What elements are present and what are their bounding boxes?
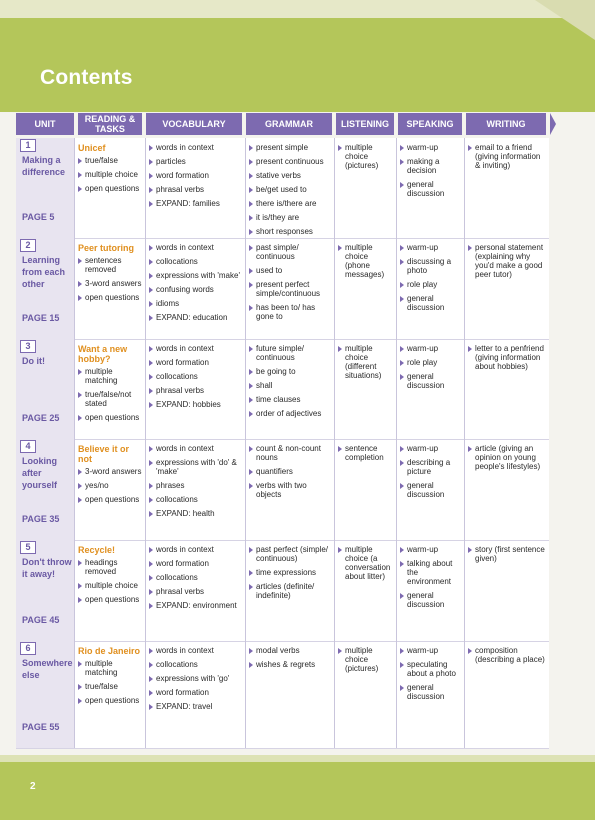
list-item: short responses: [249, 227, 331, 236]
unit-page-link[interactable]: PAGE 25: [22, 413, 60, 423]
list-item: open questions: [78, 293, 142, 302]
list-item: general discussion: [400, 180, 461, 198]
unit-cell: [16, 238, 74, 339]
listening-cell: [334, 238, 396, 339]
reading-title: Recycle!: [78, 545, 116, 555]
list-item: words in context: [149, 344, 242, 353]
unit-title: Looking after yourself: [22, 456, 58, 490]
list-item: used to: [249, 266, 331, 275]
list-item: open questions: [78, 595, 142, 604]
list-item: multiple choice (a conversation about litter): [338, 545, 393, 581]
vocabulary-cell: [145, 238, 245, 339]
writing-cell: [464, 339, 549, 439]
list-item: be/get used to: [249, 185, 331, 194]
unit-cell: [16, 339, 74, 439]
list-item: past perfect (simple/ continuous): [249, 545, 331, 563]
list-item: present simple: [249, 143, 331, 152]
list-item: EXPAND: travel: [149, 702, 242, 711]
list-item: warm-up: [400, 646, 461, 655]
unit-number: 3: [20, 340, 36, 353]
list-item: EXPAND: families: [149, 199, 242, 208]
header-writing: WRITING: [466, 113, 550, 135]
footer-stripe: [0, 755, 595, 762]
list-item: word formation: [149, 171, 242, 180]
list-item: warm-up: [400, 545, 461, 554]
speaking-cell: [396, 540, 464, 641]
list-item: count & non-count nouns: [249, 444, 331, 462]
unit-title: Do it!: [22, 356, 45, 366]
speaking-cell: [396, 138, 464, 238]
list-item: phrasal verbs: [149, 185, 242, 194]
vocabulary-cell: [145, 138, 245, 238]
unit-number: 4: [20, 440, 36, 453]
list-item: words in context: [149, 444, 242, 453]
list-item: true/false/not stated: [78, 390, 142, 408]
reading-cell: [74, 138, 145, 238]
list-item: future simple/ continuous: [249, 344, 331, 362]
list-item: sentences removed: [78, 256, 142, 274]
grammar-cell: [245, 339, 334, 439]
unit-page-link[interactable]: PAGE 45: [22, 615, 60, 625]
list-item: general discussion: [400, 481, 461, 499]
list-item: verbs with two objects: [249, 481, 331, 499]
header-unit: UNIT: [16, 113, 78, 135]
table-row: [16, 641, 549, 749]
list-item: collocations: [149, 495, 242, 504]
list-item: general discussion: [400, 683, 461, 701]
list-item: phrases: [149, 481, 242, 490]
speaking-cell: [396, 439, 464, 540]
list-item: expressions with 'go': [149, 674, 242, 683]
list-item: warm-up: [400, 243, 461, 252]
header-corner-decoration: [535, 0, 595, 40]
list-item: composition (describing a place): [468, 646, 546, 664]
table-row: [16, 439, 549, 541]
unit-page-link[interactable]: PAGE 15: [22, 313, 60, 323]
vocabulary-cell: [145, 339, 245, 439]
list-item: discussing a photo: [400, 257, 461, 275]
unit-number: 6: [20, 642, 36, 655]
unit-page-link[interactable]: PAGE 5: [22, 212, 55, 222]
list-item: yes/no: [78, 481, 142, 490]
grammar-cell: [245, 439, 334, 540]
unit-number: 1: [20, 139, 36, 152]
list-item: EXPAND: environment: [149, 601, 242, 610]
list-item: present perfect simple/continuous: [249, 280, 331, 298]
writing-cell: [464, 641, 549, 748]
reading-cell: [74, 238, 145, 339]
writing-cell: [464, 138, 549, 238]
vocabulary-cell: [145, 439, 245, 540]
list-item: quantifiers: [249, 467, 331, 476]
list-item: describing a picture: [400, 458, 461, 476]
reading-title: Peer tutoring: [78, 243, 135, 253]
reading-title: Want a new hobby?: [78, 344, 128, 364]
unit-cell: [16, 138, 74, 238]
unit-cell: [16, 540, 74, 641]
unit-number: 5: [20, 541, 36, 554]
list-item: talking about the environment: [400, 559, 461, 586]
list-item: open questions: [78, 495, 142, 504]
list-item: word formation: [149, 559, 242, 568]
header-vocabulary: VOCABULARY: [146, 113, 246, 135]
writing-cell: [464, 439, 549, 540]
list-item: true/false: [78, 156, 142, 165]
list-item: words in context: [149, 545, 242, 554]
listening-cell: [334, 439, 396, 540]
list-item: past simple/ continuous: [249, 243, 331, 261]
list-item: letter to a penfriend (giving information about hobbies): [468, 344, 546, 371]
list-item: 3-word answers: [78, 279, 142, 288]
list-item: warm-up: [400, 344, 461, 353]
list-item: there is/there are: [249, 199, 331, 208]
reading-title: Believe it or not: [78, 444, 130, 464]
list-item: EXPAND: hobbies: [149, 400, 242, 409]
grammar-cell: [245, 238, 334, 339]
list-item: multiple choice (pictures): [338, 143, 393, 170]
list-item: words in context: [149, 143, 242, 152]
grammar-cell: [245, 540, 334, 641]
list-item: time expressions: [249, 568, 331, 577]
list-item: multiple matching: [78, 659, 142, 677]
list-item: open questions: [78, 184, 142, 193]
contents-table: [16, 138, 549, 748]
list-item: it is/they are: [249, 213, 331, 222]
page-number: 2: [30, 781, 36, 792]
list-item: words in context: [149, 243, 242, 252]
unit-title: Making a difference: [22, 155, 66, 177]
list-item: multiple choice (pictures): [338, 646, 393, 673]
list-item: word formation: [149, 358, 242, 367]
page-title: Contents: [40, 66, 133, 89]
listening-cell: [334, 138, 396, 238]
header-stripe: [0, 0, 595, 18]
list-item: collocations: [149, 257, 242, 266]
header-speaking: SPEAKING: [398, 113, 466, 135]
unit-cell: [16, 439, 74, 540]
unit-number: 2: [20, 239, 36, 252]
list-item: phrasal verbs: [149, 587, 242, 596]
list-item: shall: [249, 381, 331, 390]
list-item: general discussion: [400, 372, 461, 390]
grammar-cell: [245, 641, 334, 748]
list-item: multiple choice: [78, 581, 142, 590]
listening-cell: [334, 540, 396, 641]
list-item: order of adjectives: [249, 409, 331, 418]
list-item: multiple choice: [78, 170, 142, 179]
vocabulary-cell: [145, 641, 245, 748]
list-item: word formation: [149, 688, 242, 697]
unit-page-link[interactable]: PAGE 55: [22, 722, 60, 732]
list-item: general discussion: [400, 294, 461, 312]
unit-page-link[interactable]: PAGE 35: [22, 514, 60, 524]
list-item: sentence completion: [338, 444, 393, 462]
list-item: collocations: [149, 372, 242, 381]
footer-band: [0, 762, 595, 820]
list-item: 3-word answers: [78, 467, 142, 476]
list-item: stative verbs: [249, 171, 331, 180]
list-item: multiple choice (different situations): [338, 344, 393, 380]
reading-cell: [74, 339, 145, 439]
reading-title: Rio de Janeiro: [78, 646, 141, 656]
list-item: EXPAND: health: [149, 509, 242, 518]
table-row: [16, 238, 549, 340]
list-item: multiple choice (phone messages): [338, 243, 393, 279]
header-grammar: GRAMMAR: [246, 113, 336, 135]
list-item: true/false: [78, 682, 142, 691]
list-item: wishes & regrets: [249, 660, 331, 669]
listening-cell: [334, 339, 396, 439]
list-item: collocations: [149, 660, 242, 669]
list-item: making a decision: [400, 157, 461, 175]
list-item: personal statement (explaining why you'd make a good peer tutor): [468, 243, 546, 279]
list-item: has been to/ has gone to: [249, 303, 331, 321]
unit-cell: [16, 641, 74, 748]
list-item: speculating about a photo: [400, 660, 461, 678]
list-item: warm-up: [400, 444, 461, 453]
unit-title: Learning from each other: [22, 255, 66, 289]
list-item: role play: [400, 358, 461, 367]
list-item: expressions with 'do' & 'make': [149, 458, 242, 476]
list-item: article (giving an opinion on young people's lifestyles): [468, 444, 546, 471]
list-item: be going to: [249, 367, 331, 376]
list-item: role play: [400, 280, 461, 289]
header-reading-tasks: READING & TASKS: [78, 113, 146, 135]
listening-cell: [334, 641, 396, 748]
reading-cell: [74, 540, 145, 641]
unit-title: Don't throw it away!: [22, 557, 72, 579]
writing-cell: [464, 238, 549, 339]
speaking-cell: [396, 238, 464, 339]
list-item: email to a friend (giving information & inviting): [468, 143, 546, 170]
table-row: [16, 138, 549, 239]
list-item: confusing words: [149, 285, 242, 294]
table-row: [16, 540, 549, 642]
speaking-cell: [396, 339, 464, 439]
list-item: collocations: [149, 573, 242, 582]
list-item: open questions: [78, 413, 142, 422]
reading-cell: [74, 641, 145, 748]
list-item: present continuous: [249, 157, 331, 166]
reading-title: Unicef: [78, 143, 106, 153]
grammar-cell: [245, 138, 334, 238]
list-item: story (first sentence given): [468, 545, 546, 563]
list-item: time clauses: [249, 395, 331, 404]
list-item: general discussion: [400, 591, 461, 609]
list-item: idioms: [149, 299, 242, 308]
list-item: EXPAND: education: [149, 313, 242, 322]
list-item: multiple matching: [78, 367, 142, 385]
table-header-row: [16, 113, 556, 137]
list-item: modal verbs: [249, 646, 331, 655]
unit-title: Somewhere else: [22, 658, 73, 680]
list-item: articles (definite/ indefinite): [249, 582, 331, 600]
table-row: [16, 339, 549, 440]
speaking-cell: [396, 641, 464, 748]
list-item: headings removed: [78, 558, 142, 576]
list-item: particles: [149, 157, 242, 166]
list-item: open questions: [78, 696, 142, 705]
list-item: warm-up: [400, 143, 461, 152]
list-item: expressions with 'make': [149, 271, 242, 280]
list-item: words in context: [149, 646, 242, 655]
reading-cell: [74, 439, 145, 540]
vocabulary-cell: [145, 540, 245, 641]
writing-cell: [464, 540, 549, 641]
list-item: phrasal verbs: [149, 386, 242, 395]
header-listening: LISTENING: [336, 113, 398, 135]
